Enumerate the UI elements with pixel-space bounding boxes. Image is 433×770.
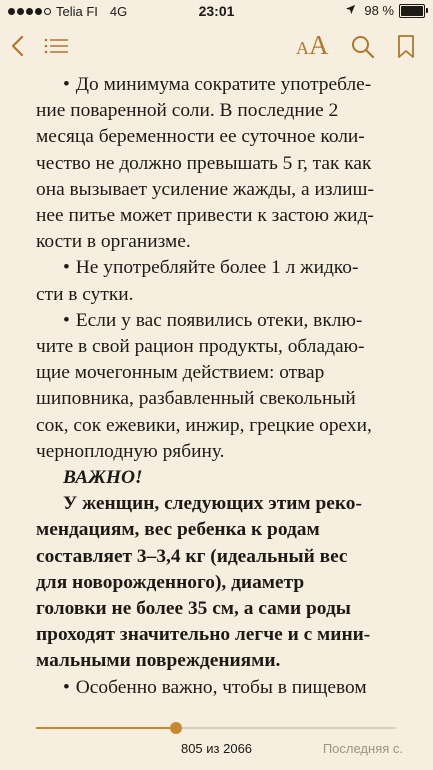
paragraph-liquid <box>36 255 396 307</box>
text-line: сок, сок ежевики, инжир, грецкие орехи, <box>36 414 372 436</box>
paragraph-edema <box>36 308 396 465</box>
bookmark-icon[interactable] <box>396 34 416 65</box>
battery-percent: 98 % <box>364 3 394 18</box>
text-line: Если у вас появились отеки, вклю- <box>75 309 363 331</box>
list-icon[interactable] <box>44 34 70 63</box>
page-text[interactable] <box>36 72 396 701</box>
status-right <box>345 3 425 18</box>
text-line: мальными повреждениями. <box>36 650 281 672</box>
bullet: • <box>63 257 70 279</box>
text-line: шиповника, разбавленный свекольный <box>36 388 356 410</box>
text-line: У женщин, следующих этим реко- <box>63 493 362 515</box>
text-line: для новорожденного), диаметр <box>36 571 305 593</box>
text-line: ние поваренной соли. В последние 2 <box>36 100 339 122</box>
paragraph-salt <box>36 72 396 255</box>
location-arrow-icon <box>345 3 356 18</box>
status-time: 23:01 <box>198 3 235 19</box>
page-scrubber-handle[interactable] <box>170 722 182 734</box>
status-left <box>8 4 127 19</box>
text-line: щие мочегонным действием: отвар <box>36 362 325 384</box>
network-type: 4G <box>109 4 128 19</box>
magnifier-icon[interactable] <box>350 34 376 65</box>
text-line: месяца беременности ее суточное коли- <box>36 126 365 148</box>
battery-icon <box>399 4 425 18</box>
text-line: головки не более 35 см, а сами роды <box>36 598 351 620</box>
carrier-name: Telia FI <box>56 4 98 19</box>
bullet: • <box>63 309 70 331</box>
font-size-icon[interactable]: AA <box>296 30 329 60</box>
reader-toolbar <box>0 28 433 72</box>
signal-strength-icon <box>8 8 51 15</box>
chevron-left-icon[interactable] <box>10 34 26 63</box>
text-line: Не употребляйте более 1 л жидко- <box>75 257 359 279</box>
paragraph-diet <box>36 675 396 701</box>
section-heading: ВАЖНО! <box>63 467 143 489</box>
text-line: проходят значительно легче и с мини- <box>36 624 371 646</box>
text-line: кости в организме. <box>36 231 191 253</box>
bullet: • <box>63 74 70 95</box>
bullet: • <box>63 676 70 698</box>
text-line: нее питье может привести к застою жид- <box>36 205 374 227</box>
text-line: сти в сутки. <box>36 283 134 305</box>
page-counter: 805 из 2066 <box>180 741 253 756</box>
status-bar <box>0 0 433 24</box>
text-line: мендациям, вес ребенка к родам <box>36 519 320 541</box>
text-line: чите в свой рацион продукты, обладаю- <box>36 336 365 358</box>
paragraph-important <box>36 491 396 674</box>
page-scrubber[interactable] <box>36 727 396 729</box>
text-line: составляет 3–3,4 кг (идеальный вес <box>36 545 348 567</box>
text-line: До минимума сократите употребле- <box>75 74 372 95</box>
text-line: чество не должно превышать 5 г, так как <box>36 152 372 174</box>
text-line: Особенно важно, чтобы в пищевом <box>75 676 367 698</box>
text-line: она вызывает усиление жажды, а излиш- <box>36 178 374 200</box>
page-scrubber-fill <box>36 727 176 729</box>
text-line: черноплодную рябину. <box>36 440 225 462</box>
chapter-remaining-label: Последняя с. <box>322 741 403 756</box>
